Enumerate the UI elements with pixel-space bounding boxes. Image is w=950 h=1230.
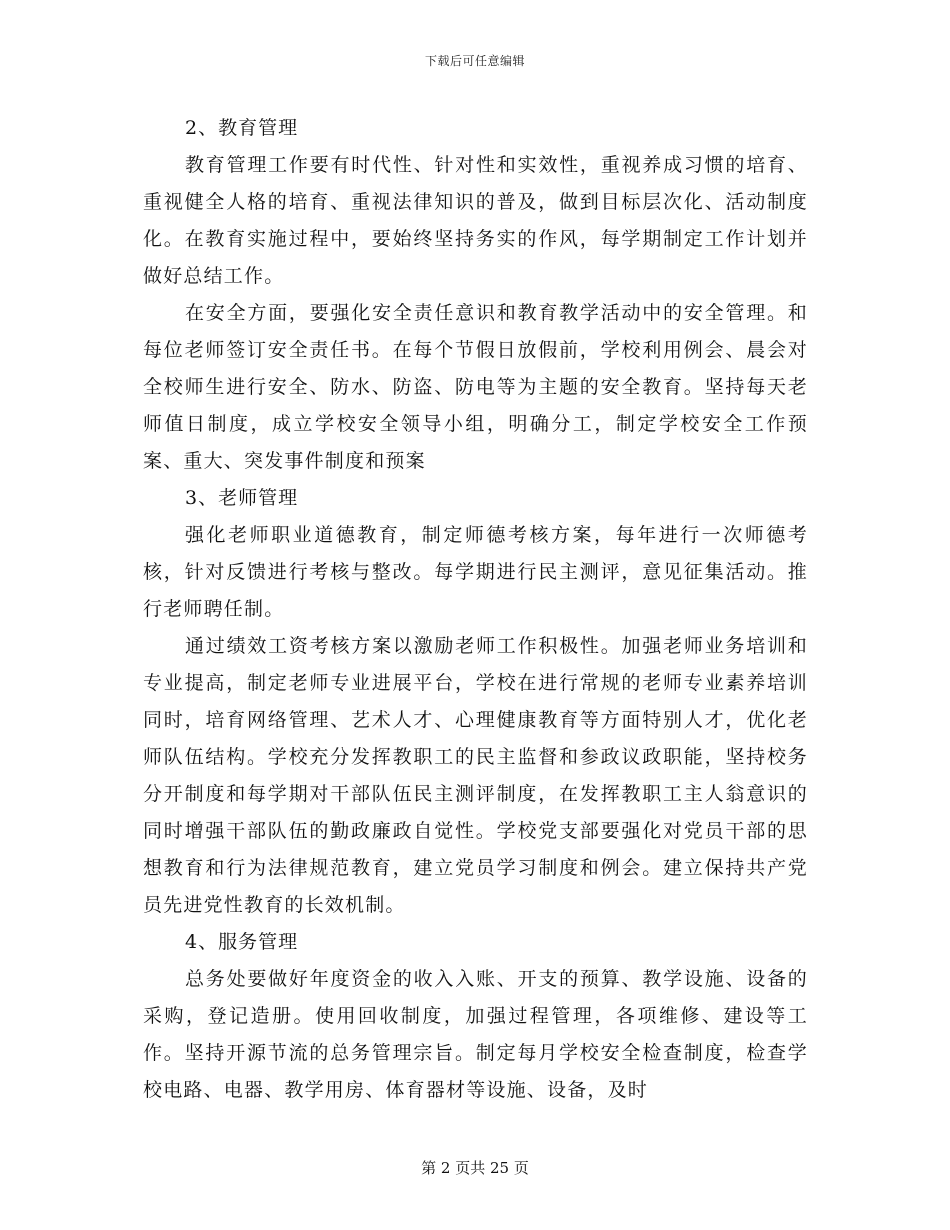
page-number-footer: 第 2 页共 25 页	[421, 1159, 529, 1177]
paragraph: 总务处要做好年度资金的收入入账、开支的预算、教学设施、设备的采购，登记造册。使用回收制度，加强过程管理，各项维修、建设等工作。坚持开源节流的总务管理宗旨。制定每月学校安全检查制度，检查学校电路、电器、教学用房、体育器材等设施、设备，及时	[143, 968, 808, 1101]
section-heading-service: 4、服务管理	[185, 931, 299, 953]
section-heading-education: 2、教育管理	[185, 117, 299, 139]
paragraph: 在安全方面，要强化安全责任意识和教育教学活动中的安全管理。和每位老师签订安全责任书。在每个节假日放假前，学校利用例会、晨会对全校师生进行安全、防水、防盗、防电等为主题的安全教育。坚持每天老师值日制度，成立学校安全领导小组，明确分工，制定学校安全工作预案、重大、突发事件制度和预案	[143, 302, 808, 472]
paragraph: 教育管理工作要有时代性、针对性和实效性，重视养成习惯的培育、重视健全人格的培育、重视法律知识的普及，做到目标层次化、活动制度化。在教育实施过程中，要始终坚持务实的作风，每学期制定工作计划并做好总结工作。	[143, 154, 808, 287]
document-body	[143, 110, 808, 1109]
page-header-note: 下载后可任意编辑	[424, 54, 525, 68]
paragraph: 通过绩效工资考核方案以激励老师工作积极性。加强老师业务培训和专业提高，制定老师专业进展平台，学校在进行常规的老师专业素养培训同时，培育网络管理、艺术人才、心理健康教育等方面特别人才，优化老师队伍结构。学校充分发挥教职工的民主监督和参政议政职能，坚持校务分开制度和每学期对干部队伍民主测评制度，在发挥教职工主人翁意识的同时增强干部队伍的勤政廉政自觉性。学校党支部要强化对党员干部的思想教育和行为法律规范教育，建立党员学习制度和例会。建立保持共产党员先进党性教育的长效机制。	[143, 635, 808, 916]
section-heading-teacher: 3、老师管理	[185, 487, 299, 509]
paragraph: 强化老师职业道德教育，制定师德考核方案，每年进行一次师德考核，针对反馈进行考核与整改。每学期进行民主测评，意见征集活动。推行老师聘任制。	[143, 524, 808, 620]
